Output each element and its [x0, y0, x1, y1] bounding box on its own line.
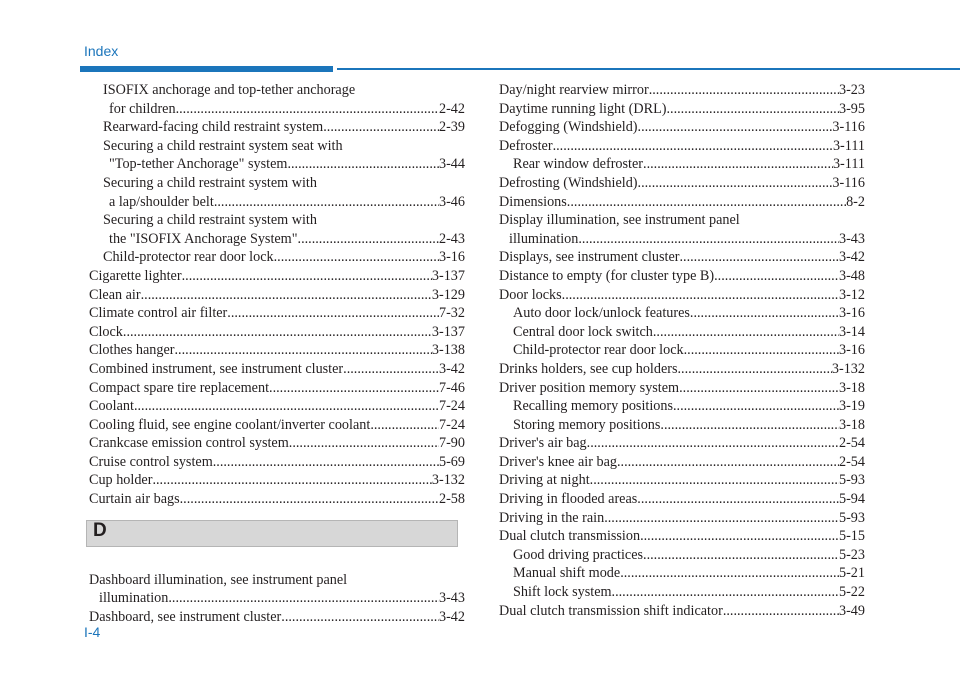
dot-leader	[653, 323, 839, 342]
index-entry	[499, 583, 865, 602]
entry-term: Child-protector rear door lock	[513, 342, 684, 359]
entry-term: Rear window defroster	[513, 156, 644, 173]
index-entry	[89, 304, 465, 323]
dot-leader	[289, 434, 439, 453]
entry-page-ref: 3-111	[832, 156, 865, 173]
dot-leader	[638, 118, 833, 137]
entry-term: Manual shift mode	[513, 565, 621, 582]
dot-leader	[640, 527, 839, 546]
dot-leader	[562, 286, 839, 305]
dot-leader	[134, 397, 439, 416]
dot-leader	[587, 434, 839, 453]
entry-term: a lap/shoulder belt	[109, 193, 214, 210]
index-entry	[499, 323, 865, 342]
index-entry	[499, 564, 865, 583]
index-column-right	[499, 81, 865, 620]
dot-leader	[141, 286, 432, 305]
entry-term: Day/night rearview mirror	[499, 82, 649, 98]
entry-term: Cup holder	[89, 472, 153, 489]
entry-page-ref: 7-90	[438, 435, 465, 452]
dot-leader	[673, 397, 839, 416]
entry-page-ref: 3-116	[832, 119, 865, 136]
entry-page-ref: 2-54	[838, 435, 865, 452]
index-entry	[89, 490, 465, 509]
dot-leader	[214, 193, 439, 212]
entry-term: Door locks	[499, 286, 562, 303]
index-entry	[89, 211, 465, 248]
entry-term: Driving in flooded areas	[499, 491, 638, 508]
entry-term: Display illumination, see instrument panel	[499, 212, 740, 229]
index-entry	[499, 118, 865, 137]
entry-page-ref: 5-21	[838, 565, 865, 582]
index-entry	[89, 571, 465, 608]
index-entry	[499, 155, 865, 174]
entry-page-ref: 7-24	[438, 398, 465, 415]
index-entry	[89, 416, 465, 435]
index-entry	[89, 267, 465, 286]
entry-term: Clothes hanger	[89, 342, 175, 359]
dot-leader	[679, 379, 839, 398]
index-entry	[499, 490, 865, 509]
dot-leader	[182, 267, 432, 286]
dot-leader	[123, 323, 432, 342]
entry-term: Defroster	[499, 137, 553, 154]
dot-leader	[323, 118, 439, 137]
entry-page-ref: 3-46	[438, 193, 465, 210]
entry-term: Dual clutch transmission	[499, 528, 641, 545]
index-entries-d-left	[89, 571, 465, 627]
index-entry	[499, 193, 865, 212]
dot-leader	[638, 174, 833, 193]
entry-page-ref: 3-19	[838, 398, 865, 415]
dot-leader	[590, 471, 839, 490]
entry-term: Cigarette lighter	[89, 267, 182, 284]
dot-leader	[370, 416, 439, 435]
dot-leader	[213, 453, 439, 472]
entry-term: Driver position memory system	[499, 379, 680, 396]
index-entry	[499, 527, 865, 546]
dot-leader	[343, 360, 439, 379]
entry-term: Driver's knee air bag	[499, 453, 617, 470]
entry-page-ref: 3-138	[431, 342, 465, 359]
entry-term: Rearward-facing child restraint system	[103, 119, 324, 136]
index-entry	[499, 379, 865, 398]
entry-term: Recalling memory positions	[513, 398, 673, 415]
entry-page-ref: 5-94	[838, 491, 865, 508]
index-entry	[499, 248, 865, 267]
entry-term: Good driving practices	[513, 546, 644, 563]
entry-term: Defrosting (Windshield)	[499, 174, 638, 191]
entry-page-ref: 3-18	[838, 416, 865, 433]
dot-leader	[714, 267, 839, 286]
entry-term: Securing a child restraint system with	[103, 212, 317, 229]
dot-leader	[227, 304, 439, 323]
index-column-left	[89, 81, 465, 626]
entry-page-ref: 7-32	[438, 305, 465, 322]
index-entry	[89, 397, 465, 416]
dot-leader	[723, 602, 839, 621]
index-entry	[499, 286, 865, 305]
entry-term: Dual clutch transmission shift indicator	[499, 602, 723, 619]
entry-page-ref: 8-2	[846, 193, 865, 210]
index-entry	[499, 174, 865, 193]
entry-term: Cooling fluid, see engine coolant/inverter coolant	[89, 416, 371, 433]
entry-page-ref: 3-16	[838, 342, 865, 359]
index-entry	[89, 341, 465, 360]
entry-term: Dimensions	[499, 193, 567, 210]
entry-term: Driver's air bag	[499, 435, 587, 452]
entry-page-ref: 3-49	[838, 602, 865, 619]
dot-leader	[679, 248, 839, 267]
index-entry	[499, 267, 865, 286]
index-entry	[499, 509, 865, 528]
entry-term: Driving in the rain	[499, 509, 605, 526]
entry-term: ISOFIX anchorage and top-tether anchorage	[103, 82, 356, 98]
dot-leader	[281, 608, 439, 627]
entry-page-ref: 3-95	[838, 100, 865, 117]
page-header-title: Index	[84, 43, 119, 59]
entry-term: the "ISOFIX Anchorage System"	[109, 230, 298, 247]
dot-leader	[649, 81, 839, 100]
dot-leader	[175, 341, 432, 360]
entry-page-ref: 3-137	[431, 267, 465, 284]
dot-leader	[168, 589, 439, 608]
index-entry	[89, 248, 465, 267]
index-entry	[89, 323, 465, 342]
index-entry	[499, 304, 865, 323]
entry-page-ref: 5-93	[838, 509, 865, 526]
index-entry	[499, 341, 865, 360]
header-rule-thick	[80, 66, 333, 72]
entry-page-ref: 3-44	[438, 156, 465, 173]
entry-term: Securing a child restraint system seat with	[103, 137, 343, 154]
index-entry	[499, 100, 865, 119]
entry-page-ref: 3-132	[831, 360, 865, 377]
entry-term: Shift lock system	[513, 584, 612, 601]
entry-term: Compact spare tire replacement	[89, 379, 270, 396]
page-number: I-4	[84, 624, 101, 640]
dot-leader	[152, 471, 431, 490]
dot-leader	[690, 304, 839, 323]
entry-page-ref: 3-14	[838, 323, 865, 340]
index-entry	[89, 453, 465, 472]
dot-leader	[578, 230, 839, 249]
entry-term: Central door lock switch	[513, 323, 653, 340]
entry-term: Cruise control system	[89, 453, 213, 470]
entry-page-ref: 3-42	[438, 608, 465, 625]
entry-page-ref: 3-12	[838, 286, 865, 303]
dot-leader	[180, 490, 439, 509]
entry-page-ref: 3-137	[431, 323, 465, 340]
index-entry	[89, 286, 465, 305]
entry-page-ref: 3-23	[838, 82, 865, 98]
index-entries-c	[89, 81, 465, 509]
dot-leader	[287, 155, 439, 174]
index-entry	[499, 453, 865, 472]
entry-term: for children	[109, 100, 176, 117]
entry-page-ref: 5-69	[438, 453, 465, 470]
entry-page-ref: 3-132	[431, 472, 465, 489]
index-entry	[89, 379, 465, 398]
entry-term: Securing a child restraint system with	[103, 174, 317, 191]
dot-leader	[176, 100, 439, 119]
entry-page-ref: 5-15	[838, 528, 865, 545]
entry-page-ref: 2-54	[838, 453, 865, 470]
index-entries-d-right	[499, 81, 865, 620]
dot-leader	[604, 509, 839, 528]
entry-page-ref: 3-43	[438, 590, 465, 607]
entry-term: Storing memory positions	[513, 416, 661, 433]
dot-leader	[617, 453, 839, 472]
dot-leader	[637, 490, 839, 509]
dot-leader	[678, 360, 832, 379]
entry-term: Combined instrument, see instrument cluster	[89, 360, 344, 377]
entry-page-ref: 3-42	[838, 249, 865, 266]
entry-page-ref: 3-48	[838, 267, 865, 284]
entry-term: Distance to empty (for cluster type B)	[499, 267, 715, 284]
entry-term: Curtain air bags	[89, 491, 180, 508]
entry-page-ref: 3-116	[832, 174, 865, 191]
index-entry	[89, 118, 465, 137]
dot-leader	[567, 193, 846, 212]
entry-term: Drinks holders, see cup holders	[499, 360, 678, 377]
dot-leader	[643, 155, 833, 174]
entry-term: Climate control air filter	[89, 305, 228, 322]
entry-term: Dashboard, see instrument cluster	[89, 608, 282, 625]
index-entry	[89, 81, 465, 118]
entry-term: "Top-tether Anchorage" system	[109, 156, 288, 173]
index-entry	[89, 608, 465, 627]
dot-leader	[684, 341, 839, 360]
index-entry	[499, 360, 865, 379]
entry-page-ref: 5-23	[838, 546, 865, 563]
entry-page-ref: 3-42	[438, 360, 465, 377]
entry-page-ref: 3-16	[838, 305, 865, 322]
entry-page-ref: 7-24	[438, 416, 465, 433]
entry-term: illumination	[509, 230, 579, 247]
index-entry	[89, 174, 465, 211]
index-entry	[89, 471, 465, 490]
entry-term: Driving at night	[499, 472, 590, 489]
index-entry	[499, 81, 865, 100]
dot-leader	[620, 564, 839, 583]
section-letter: D	[93, 519, 107, 541]
entry-term: Coolant	[89, 398, 134, 415]
entry-term: illumination	[99, 590, 169, 607]
index-entry	[499, 602, 865, 621]
dot-leader	[553, 137, 833, 156]
header-rule-thin	[337, 68, 960, 70]
section-heading-d	[86, 520, 458, 547]
entry-term: Crankcase emission control system	[89, 435, 289, 452]
index-entry	[499, 137, 865, 156]
entry-page-ref: 3-111	[832, 137, 865, 154]
index-entry	[89, 434, 465, 453]
entry-page-ref: 2-42	[438, 100, 465, 117]
entry-page-ref: 3-16	[438, 249, 465, 266]
dot-leader	[274, 248, 439, 267]
dot-leader	[298, 230, 439, 249]
index-entry	[499, 471, 865, 490]
entry-term: Daytime running light (DRL)	[499, 100, 667, 117]
entry-page-ref: 2-58	[438, 491, 465, 508]
index-entry	[499, 434, 865, 453]
dot-leader	[643, 546, 839, 565]
entry-page-ref: 7-46	[438, 379, 465, 396]
index-entry	[499, 397, 865, 416]
entry-page-ref: 3-43	[838, 230, 865, 247]
entry-term: Auto door lock/unlock features	[513, 305, 690, 322]
entry-term: Child-protector rear door lock	[103, 249, 274, 266]
entry-page-ref: 2-39	[438, 119, 465, 136]
entry-term: Defogging (Windshield)	[499, 119, 638, 136]
entry-page-ref: 5-22	[838, 584, 865, 601]
index-entry	[499, 546, 865, 565]
entry-term: Clean air	[89, 286, 141, 303]
index-entry	[499, 211, 865, 248]
dot-leader	[666, 100, 839, 119]
entry-term: Clock	[89, 323, 123, 340]
dot-leader	[269, 379, 439, 398]
dot-leader	[612, 583, 839, 602]
index-entry	[89, 137, 465, 174]
index-entry	[89, 360, 465, 379]
dot-leader	[660, 416, 839, 435]
entry-page-ref: 2-43	[438, 230, 465, 247]
entry-term: Dashboard illumination, see instrument panel	[89, 571, 348, 588]
index-entry	[499, 416, 865, 435]
entry-page-ref: 3-129	[431, 286, 465, 303]
entry-page-ref: 3-18	[838, 379, 865, 396]
entry-term: Displays, see instrument cluster	[499, 249, 680, 266]
entry-page-ref: 5-93	[838, 472, 865, 489]
